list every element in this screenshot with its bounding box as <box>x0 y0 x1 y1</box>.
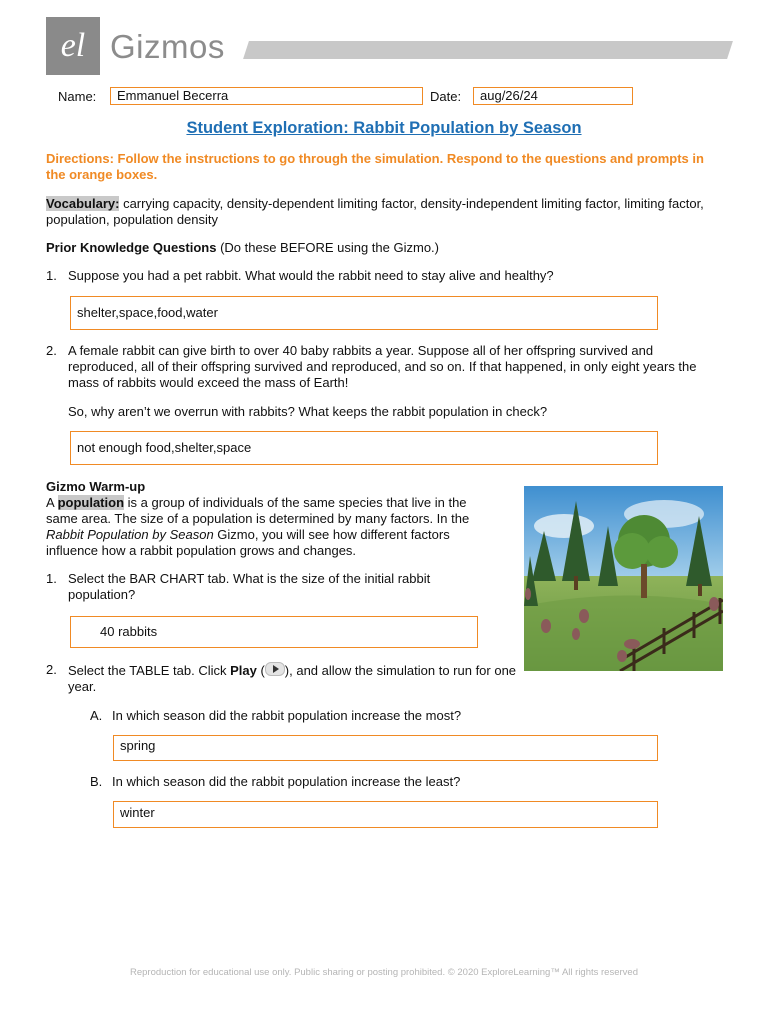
question-letter: A. <box>90 708 103 723</box>
question-text: A female rabbit can give birth to over 40 baby rabbits a year. Suppose all of her offspring survived and reproduced, all of their offspring survived and reproduced, and so on. If that happened, in only eight years the mass of rabbits would exceed the mass of Earth! <box>68 343 697 390</box>
question-text: ), and allow the simulation to run for one year. <box>68 663 517 694</box>
answer-box-warmup-2b[interactable]: winter <box>113 801 658 828</box>
name-field[interactable]: Emmanuel Becerra <box>110 87 423 105</box>
prior-question-2-followup: So, why aren’t we overrun with rabbits? What keeps the rabbit population in check? <box>68 404 548 419</box>
question-number: 2. <box>46 343 57 358</box>
vocabulary-label: Vocabulary: <box>46 196 120 211</box>
prior-question-2 <box>46 343 726 391</box>
warmup-heading: Gizmo Warm-up <box>46 479 146 494</box>
directions-text: Directions: Follow the instructions to go through the simulation. Respond to the questions and prompts in the orange boxes. <box>46 151 704 182</box>
vocabulary-section <box>46 196 726 228</box>
question-number: 2. <box>46 662 57 677</box>
prior-knowledge-heading <box>46 240 726 256</box>
intro-text: is a group of individuals of the same species that live in the same area. The size of a population is determined by many factors. In the <box>46 495 470 526</box>
date-label: Date: <box>430 89 462 104</box>
answer-box-prior-1[interactable]: shelter,space,food,water <box>70 296 658 330</box>
sub-question-b <box>90 774 650 790</box>
prior-note: (Do these BEFORE using the Gizmo.) <box>216 240 439 255</box>
question-text: ( <box>256 663 265 678</box>
question-text: In which season did the rabbit population increase the most? <box>112 708 462 723</box>
warmup-intro <box>46 495 486 559</box>
name-label: Name: <box>58 89 97 104</box>
play-label: Play <box>230 663 257 678</box>
question-number: 1. <box>46 571 57 586</box>
intro-text: Gizmo, you will see how different factors influence how a rabbit population grows and changes. <box>46 527 450 558</box>
sub-question-a <box>90 708 650 724</box>
simulation-scene <box>524 486 723 671</box>
population-term: population <box>57 495 125 510</box>
gizmos-brand: Gizmos <box>110 28 225 65</box>
question-text: Select the TABLE tab. Click <box>68 663 231 678</box>
play-icon <box>265 662 285 676</box>
header-bar <box>243 41 733 59</box>
answer-box-warmup-2a[interactable]: spring <box>113 735 658 761</box>
page-title: Student Exploration: Rabbit Population by Season <box>186 119 582 137</box>
rabbit-simulation-image <box>524 486 723 671</box>
question-text: Suppose you had a pet rabbit. What would the rabbit need to stay alive and healthy? <box>68 268 554 283</box>
question-number: 1. <box>46 268 57 283</box>
intro-text: A <box>46 495 58 510</box>
explorelearning-logo: el <box>46 17 100 75</box>
question-text: Select the BAR CHART tab. What is the size of the initial rabbit population? <box>68 571 431 602</box>
prior-heading: Prior Knowledge Questions <box>46 240 217 255</box>
date-field[interactable]: aug/26/24 <box>473 87 633 105</box>
copyright-footer: Reproduction for educational use only. Public sharing or posting prohibited. © 2020 ExploreLearning™ All rights reserved <box>130 967 638 978</box>
warmup-question-1 <box>46 571 486 603</box>
answer-box-warmup-1[interactable]: 40 rabbits <box>70 616 478 648</box>
answer-box-prior-2[interactable]: not enough food,shelter,space <box>70 431 658 465</box>
prior-question-1 <box>46 268 726 284</box>
warmup-question-2 <box>46 662 526 695</box>
question-letter: B. <box>90 774 103 789</box>
gizmo-name: Rabbit Population by Season <box>46 527 214 542</box>
vocabulary-text: carrying capacity, density-dependent limiting factor, density-independent limiting factor, limiting factor, population, population density <box>46 196 704 227</box>
question-text: In which season did the rabbit population increase the least? <box>112 774 461 789</box>
